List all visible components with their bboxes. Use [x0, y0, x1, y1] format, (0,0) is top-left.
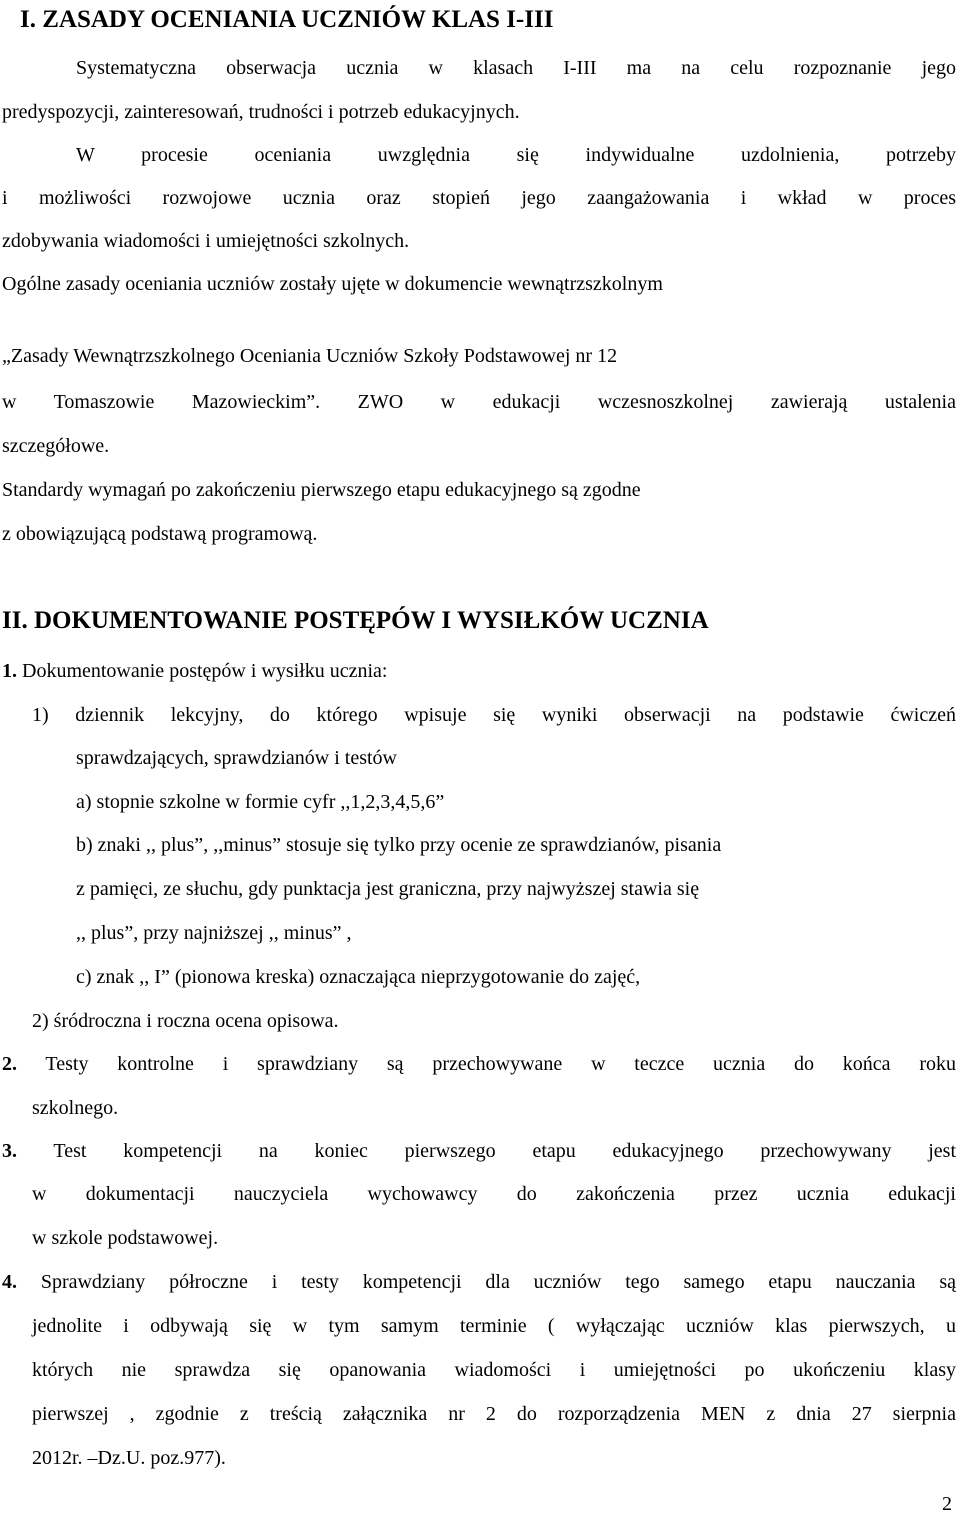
item-3-line3: w szkole podstawowej. — [32, 1227, 219, 1249]
item-4-line1 — [2, 1269, 956, 1295]
item-2-line1 — [2, 1051, 956, 1077]
item-3-number: 3. — [2, 1140, 17, 1162]
item-4-text: Sprawdziany półroczne i testy kompetencji dla uczniów tego samego etapu nauczania są — [17, 1271, 956, 1293]
section1-p4-line1: Standardy wymagań po zakończeniu pierwszego etapu edukacyjnego są zgodne — [2, 479, 641, 501]
section1-p2-line2: i możliwości rozwojowe ucznia oraz stopień jego zaangażowania i wkład w proces — [2, 187, 956, 209]
item-2-text: Testy kontrolne i sprawdziany są przechowywane w teczce ucznia do końca roku — [17, 1053, 956, 1075]
item-4-line3: których nie sprawdza się opanowania wiadomości i umiejętności po ukończeniu klasy — [32, 1359, 956, 1381]
subitem-a: a) stopnie szkolne w formie cyfr ,,1,2,3,4,5,6” — [76, 791, 445, 813]
item-4-line4: pierwszej , zgodnie z treścią załącznika nr 2 do rozporządzenia MEN z dnia 27 sierpnia — [32, 1403, 956, 1425]
item-3-text: Test kompetencji na koniec pierwszego etapu edukacyjnego przechowywany jest — [17, 1140, 956, 1162]
subitem-b-line3: ,, plus”, przy najniższej ,, minus” , — [76, 922, 352, 944]
item-2-line2: szkolnego. — [32, 1097, 119, 1119]
subitem-c: c) znak ,, I” (pionowa kreska) oznaczająca nieprzygotowanie do zajęć, — [76, 966, 641, 988]
subitem-b-line2: z pamięci, ze słuchu, gdy punktacja jest graniczna, przy najwyższej stawia się — [76, 878, 700, 900]
item-1 — [2, 658, 960, 684]
subitem-b-line1: b) znaki ,, plus”, ,,minus” stosuje się tylko przy ocenie ze sprawdzianów, pisania — [76, 834, 722, 856]
item-4-line2: jednolite i odbywają się w tym samym terminie ( wyłączając uczniów klas pierwszych, u — [32, 1315, 956, 1337]
item-1-number: 1. — [2, 660, 17, 682]
section1-p4-line2: z obowiązującą podstawą programową. — [2, 523, 318, 545]
heading-1: I. ZASADY OCENIANIA UCZNIÓW KLAS I-III — [20, 6, 554, 33]
heading-2: II. DOKUMENTOWANIE POSTĘPÓW I WYSIŁKÓW UCZNIA — [2, 607, 709, 634]
section1-p1-line1: Systematyczna obserwacja ucznia w klasach I-III ma na celu rozpoznanie jego — [76, 57, 956, 79]
subitem-2: 2) śródroczna i roczna ocena opisowa. — [32, 1010, 339, 1032]
section1-p2-line1: W procesie oceniania uwzględnia się indywidualne uzdolnienia, potrzeby — [76, 144, 956, 166]
item-1-text: Dokumentowanie postępów i wysiłku ucznia: — [17, 660, 388, 682]
section1-p3-line4: szczegółowe. — [2, 435, 110, 457]
item-4-line5: 2012r. –Dz.U. poz.977). — [32, 1447, 226, 1469]
section1-p1-line2: predyspozycji, zainteresowań, trudności i potrzeb edukacyjnych. — [2, 101, 520, 123]
section1-p3-line1: Ogólne zasady oceniania uczniów zostały ujęte w dokumencie wewnątrzszkolnym — [2, 273, 663, 295]
page-number: 2 — [942, 1493, 952, 1515]
item-2-number: 2. — [2, 1053, 17, 1075]
item-4-number: 4. — [2, 1271, 17, 1293]
item-3-line2: w dokumentacji nauczyciela wychowawcy do zakończenia przez ucznia edukacji — [32, 1183, 956, 1205]
subitem-1-line1: 1) dziennik lekcyjny, do którego wpisuje się wyniki obserwacji na podstawie ćwiczeń — [32, 704, 956, 726]
section1-p3-line3: w Tomaszowie Mazowieckim”. ZWO w edukacji wczesnoszkolnej zawierają ustalenia — [2, 391, 956, 413]
item-3-line1 — [2, 1138, 956, 1164]
subitem-1-line2: sprawdzających, sprawdzianów i testów — [76, 747, 397, 769]
section1-p3-line2: „Zasady Wewnątrzszkolnego Oceniania Uczniów Szkoły Podstawowej nr 12 — [2, 345, 618, 367]
section1-p2-line3: zdobywania wiadomości i umiejętności szkolnych. — [2, 230, 410, 252]
